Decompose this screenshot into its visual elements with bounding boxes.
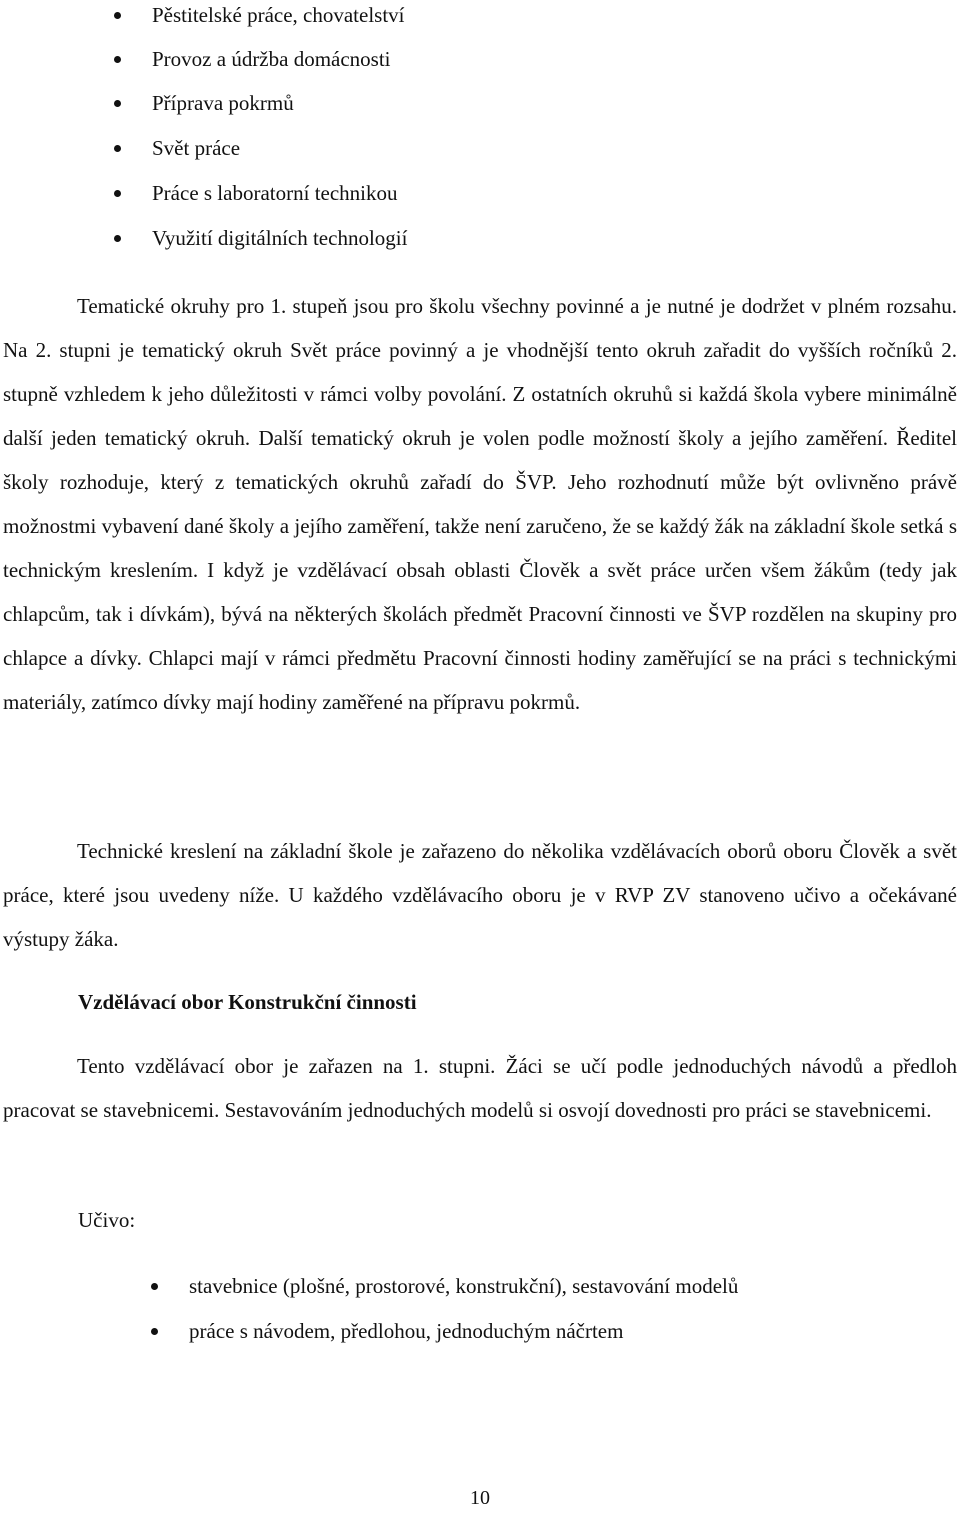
paragraph-text: Tento vzdělávací obor je zařazen na 1. stupni. Žáci se učí podle jednoduchých návodů a předloh pracovat se stavebnicemi. Sestavováním jednoduchých modelů si osvojí dovednosti pro práci se stavebnicemi. [3, 1054, 957, 1122]
bullet-icon [114, 190, 121, 197]
bullet-icon [114, 100, 121, 107]
list-item-text: práce s návodem, předlohou, jednoduchým náčrtem [189, 1319, 624, 1343]
bullet-icon [151, 1283, 158, 1290]
ucivo-label: Učivo: [78, 1208, 136, 1232]
list-item-text: Příprava pokrmů [152, 91, 294, 115]
bullet-icon [151, 1328, 158, 1335]
bullet-icon [114, 145, 121, 152]
list-item-text: Pěstitelské práce, chovatelství [152, 3, 405, 27]
list-item-text: stavebnice (plošné, prostorové, konstrukční), sestavování modelů [189, 1274, 739, 1298]
page-number: 10 [470, 1487, 490, 1509]
paragraph-okruhy [3, 284, 957, 724]
section-heading: Vzdělávací obor Konstrukční činnosti [78, 990, 417, 1014]
paragraph-konstrukcni-cinnosti [3, 1044, 957, 1132]
bullet-icon [114, 12, 121, 19]
paragraph-text: Tematické okruhy pro 1. stupeň jsou pro školu všechny povinné a je nutné je dodržet v plném rozsahu. Na 2. stupni je tematický okruh Svět práce povinný a je vhodnější tento okruh zařadit do vyšších ročníků 2. stupně vzhledem k jeho důležitosti v rámci volby povolání. Z ostatních okruhů si každá škola vybere minimálně další jeden tematický okruh. Další tematický okruh je volen podle možností školy a jejího zaměření. Ředitel školy rozhoduje, který z tematických okruhů zařadí do ŠVP. Jeho rozhodnutí může být ovlivněno právě možnostmi vybavení dané školy a jejího zaměření, takže není zaručeno, že se každý žák na základní škole setká s technickým kreslením. I když je vzdělávací obsah oblasti Člověk a svět práce určen všem žákům (tedy jak chlapcům, tak i dívkám), bývá na některých školách předmět Pracovní činnosti ve ŠVP rozdělen na skupiny pro chlapce a dívky. Chlapci mají v rámci předmětu Pracovní činnosti hodiny zaměřující se na práci s technickými materiály, zatímco dívky mají hodiny zaměřené na přípravu pokrmů. [3, 294, 957, 714]
list-item-text: Svět práce [152, 136, 241, 160]
paragraph-text: Technické kreslení na základní škole je zařazeno do několika vzdělávacích oborů oboru Člověk a svět práce, které jsou uvedeny níže. U každého vzdělávacího oboru je v RVP ZV stanoveno učivo a očekávané výstupy žáka. [3, 839, 957, 951]
list-item-text: Využití digitálních technologií [152, 226, 408, 250]
list-item-text: Provoz a údržba domácnosti [152, 47, 391, 71]
bullet-icon [114, 235, 121, 242]
bullet-icon [114, 56, 121, 63]
paragraph-technicke-kresleni [3, 829, 957, 961]
list-item-text: Práce s laboratorní technikou [152, 181, 398, 205]
